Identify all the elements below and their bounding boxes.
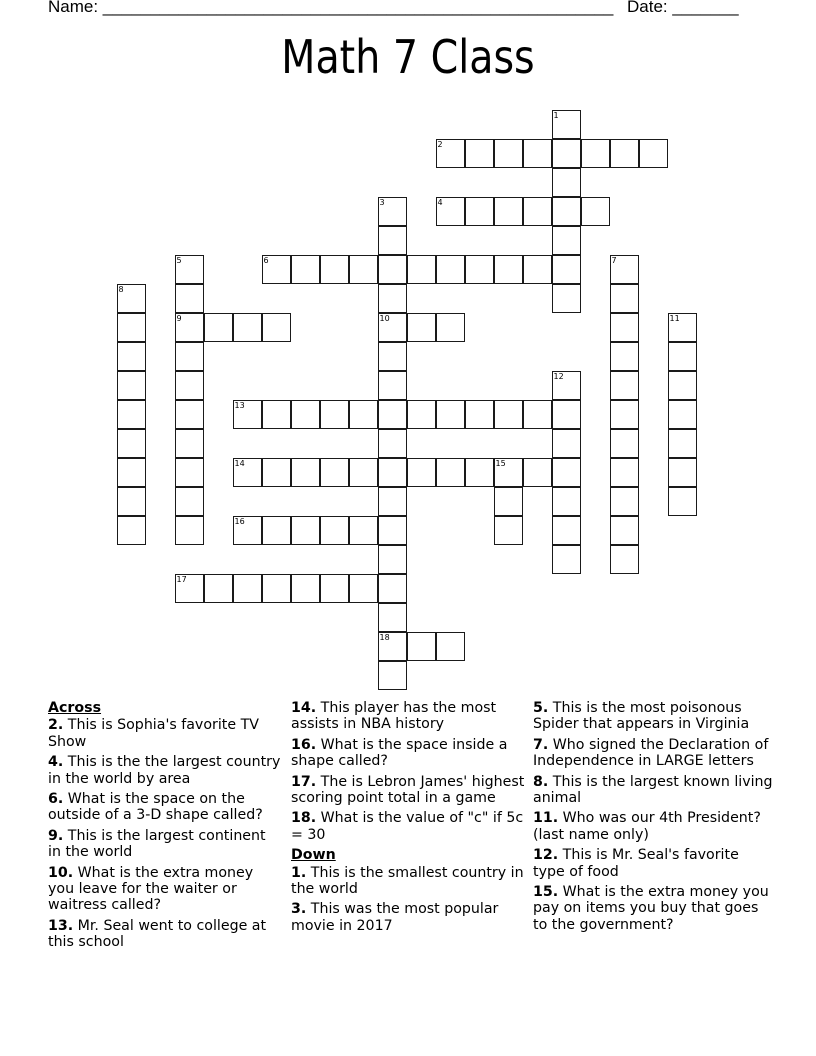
- crossword-cell[interactable]: [204, 574, 233, 603]
- clue-text: This is Mr. Seal's favorite type of food: [533, 847, 739, 880]
- clue-text: This is the the largest country in the world by area: [48, 754, 281, 787]
- crossword-cell[interactable]: [552, 284, 581, 313]
- clue-across-2: [48, 717, 283, 750]
- crossword-cell[interactable]: [552, 516, 581, 545]
- clues-column-2: [291, 700, 526, 938]
- crossword-cell[interactable]: [378, 371, 407, 400]
- clue-text: What is the extra money you pay on items you buy that goes to the government?: [533, 884, 769, 933]
- clue-number: 18.: [291, 810, 317, 827]
- crossword-cell[interactable]: [552, 487, 581, 516]
- crossword-cell[interactable]: [552, 197, 581, 226]
- crossword-cell[interactable]: [320, 516, 349, 545]
- clue-text: Who was our 4th President? (last name only): [533, 810, 761, 843]
- crossword-cell[interactable]: [465, 255, 494, 284]
- crossword-cell[interactable]: [436, 400, 465, 429]
- crossword-cell[interactable]: [639, 139, 668, 168]
- clue-number: 9.: [48, 827, 64, 844]
- name-field-label: Name: ______________________________________________________: [48, 0, 614, 16]
- crossword-cell[interactable]: [378, 603, 407, 632]
- down-heading: Down: [291, 847, 336, 864]
- crossword-cell[interactable]: [552, 458, 581, 487]
- crossword-cell[interactable]: [581, 197, 610, 226]
- crossword-cell[interactable]: [668, 342, 697, 371]
- crossword-cell[interactable]: [175, 516, 204, 545]
- crossword-cell[interactable]: [552, 545, 581, 574]
- crossword-cell[interactable]: [262, 255, 291, 284]
- clue-across-4: [48, 754, 283, 787]
- crossword-cell[interactable]: [668, 313, 697, 342]
- crossword-cell[interactable]: [378, 516, 407, 545]
- crossword-cell[interactable]: [378, 313, 407, 342]
- crossword-cell[interactable]: [262, 574, 291, 603]
- clue-number: 14.: [291, 700, 317, 716]
- cell-number: 10: [379, 313, 390, 323]
- crossword-cell[interactable]: [552, 110, 581, 139]
- crossword-cell[interactable]: [407, 400, 436, 429]
- crossword-cell[interactable]: [668, 400, 697, 429]
- crossword-cell[interactable]: [552, 139, 581, 168]
- crossword-cell[interactable]: [117, 313, 146, 342]
- crossword-cell[interactable]: [262, 516, 291, 545]
- crossword-cell[interactable]: [552, 429, 581, 458]
- crossword-cell[interactable]: [349, 255, 378, 284]
- crossword-cell[interactable]: [117, 516, 146, 545]
- crossword-cell[interactable]: [523, 197, 552, 226]
- crossword-grid: [117, 110, 717, 700]
- crossword-cell[interactable]: [262, 313, 291, 342]
- crossword-cell[interactable]: [668, 458, 697, 487]
- crossword-cell[interactable]: [262, 458, 291, 487]
- crossword-cell[interactable]: [233, 313, 262, 342]
- crossword-cell[interactable]: [523, 139, 552, 168]
- crossword-cell[interactable]: [378, 574, 407, 603]
- crossword-cell[interactable]: [175, 400, 204, 429]
- crossword-cell[interactable]: [233, 516, 262, 545]
- clue-down-7: [533, 737, 773, 770]
- crossword-cell[interactable]: [117, 429, 146, 458]
- page-title: Math 7 Class: [281, 30, 535, 84]
- clue-down-8: [533, 774, 773, 807]
- clue-number: 15.: [533, 884, 559, 901]
- clue-across-13: [48, 918, 283, 951]
- crossword-cell[interactable]: [291, 400, 320, 429]
- clue-across-18: [291, 810, 526, 843]
- crossword-cell[interactable]: [233, 574, 262, 603]
- clue-down-3: [291, 901, 526, 934]
- clue-number: 1.: [291, 864, 307, 881]
- crossword-cell[interactable]: [349, 400, 378, 429]
- clue-text: This is the smallest country in the world: [291, 864, 524, 898]
- clue-number: 4.: [48, 754, 64, 771]
- crossword-cell[interactable]: [320, 458, 349, 487]
- clue-text: Who signed the Declaration of Independence in LARGE letters: [533, 736, 769, 770]
- crossword-cell[interactable]: [610, 139, 639, 168]
- crossword-cell[interactable]: [175, 313, 204, 342]
- clue-number: 6.: [48, 791, 64, 808]
- crossword-cell[interactable]: [494, 516, 523, 545]
- crossword-cell[interactable]: [552, 226, 581, 255]
- clue-text: The is Lebron James' highest scoring point total in a game: [291, 773, 525, 807]
- crossword-cell[interactable]: [465, 139, 494, 168]
- crossword-cell[interactable]: [465, 197, 494, 226]
- clue-text: This is Sophia's favorite TV Show: [48, 717, 259, 750]
- clue-across-6: [48, 791, 283, 824]
- crossword-cell[interactable]: [523, 400, 552, 429]
- clue-down-11: [533, 810, 773, 843]
- crossword-cell[interactable]: [117, 458, 146, 487]
- clue-number: 5.: [533, 700, 549, 716]
- cell-number: 7: [611, 255, 617, 265]
- cell-number: 3: [379, 197, 385, 207]
- clue-text: This is the largest known living animal: [533, 773, 773, 807]
- crossword-cell[interactable]: [378, 284, 407, 313]
- crossword-cell[interactable]: [262, 400, 291, 429]
- crossword-cell[interactable]: [117, 342, 146, 371]
- crossword-cell[interactable]: [610, 284, 639, 313]
- crossword-cell[interactable]: [117, 284, 146, 313]
- crossword-cell[interactable]: [291, 516, 320, 545]
- clue-down-1: [291, 865, 526, 898]
- crossword-cell[interactable]: [175, 574, 204, 603]
- clue-across-17: [291, 774, 526, 807]
- clue-down-5: [533, 700, 773, 733]
- crossword-cell[interactable]: [175, 487, 204, 516]
- crossword-cell[interactable]: [610, 516, 639, 545]
- crossword-cell[interactable]: [233, 400, 262, 429]
- crossword-cell[interactable]: [552, 371, 581, 400]
- crossword-cell[interactable]: [175, 458, 204, 487]
- crossword-cell[interactable]: [233, 458, 262, 487]
- crossword-cell[interactable]: [610, 487, 639, 516]
- crossword-cell[interactable]: [610, 371, 639, 400]
- crossword-cell[interactable]: [668, 429, 697, 458]
- crossword-cell[interactable]: [610, 342, 639, 371]
- cell-number: 8: [118, 284, 124, 294]
- cell-number: 6: [263, 255, 269, 265]
- crossword-cell[interactable]: [668, 371, 697, 400]
- across-heading: Across: [48, 700, 102, 716]
- crossword-cell[interactable]: [378, 429, 407, 458]
- crossword-cell[interactable]: [436, 458, 465, 487]
- cell-number: 15: [495, 458, 506, 468]
- cell-number: 18: [379, 632, 390, 642]
- crossword-cell[interactable]: [552, 400, 581, 429]
- clue-text: What is the space on the outside of a 3-D shape called?: [48, 791, 263, 824]
- crossword-cell[interactable]: [291, 255, 320, 284]
- clue-text: What is the extra money you leave for the waiter or waitress called?: [48, 864, 254, 914]
- crossword-cell[interactable]: [407, 632, 436, 661]
- crossword-cell[interactable]: [610, 255, 639, 284]
- crossword-cell[interactable]: [494, 139, 523, 168]
- crossword-cell[interactable]: [349, 458, 378, 487]
- crossword-cell[interactable]: [378, 545, 407, 574]
- clue-number: 10.: [48, 864, 74, 881]
- crossword-cell[interactable]: [494, 487, 523, 516]
- cell-number: 1: [553, 110, 559, 120]
- cell-number: 14: [234, 458, 245, 468]
- clue-down-15: [533, 884, 773, 933]
- cell-number: 9: [176, 313, 182, 323]
- clue-down-12: [533, 847, 773, 880]
- crossword-cell[interactable]: [436, 197, 465, 226]
- cell-number: 5: [176, 255, 182, 265]
- crossword-cell[interactable]: [581, 139, 610, 168]
- crossword-cell[interactable]: [407, 313, 436, 342]
- clue-text: This is the largest continent in the world: [48, 827, 266, 861]
- crossword-cell[interactable]: [523, 255, 552, 284]
- crossword-cell[interactable]: [610, 545, 639, 574]
- crossword-cell[interactable]: [523, 458, 552, 487]
- crossword-cell[interactable]: [407, 458, 436, 487]
- clue-number: 17.: [291, 773, 317, 790]
- crossword-cell[interactable]: [668, 487, 697, 516]
- clue-number: 12.: [533, 847, 559, 864]
- clue-across-16: [291, 737, 526, 770]
- crossword-cell[interactable]: [494, 400, 523, 429]
- crossword-cell[interactable]: [175, 255, 204, 284]
- crossword-cell[interactable]: [494, 197, 523, 226]
- crossword-cell[interactable]: [378, 487, 407, 516]
- cell-number: 2: [437, 139, 443, 149]
- date-field-label: Date: _______: [627, 0, 739, 16]
- clue-text: This was the most popular movie in 2017: [291, 901, 499, 934]
- crossword-cell[interactable]: [610, 429, 639, 458]
- crossword-cell[interactable]: [610, 400, 639, 429]
- crossword-cell[interactable]: [610, 313, 639, 342]
- clues-column-1: [48, 700, 283, 955]
- crossword-cell[interactable]: [117, 400, 146, 429]
- crossword-cell[interactable]: [175, 371, 204, 400]
- crossword-cell[interactable]: [407, 255, 436, 284]
- crossword-cell[interactable]: [378, 661, 407, 690]
- crossword-cell[interactable]: [349, 574, 378, 603]
- crossword-cell[interactable]: [494, 458, 523, 487]
- cell-number: 16: [234, 516, 245, 526]
- clue-text: This player has the most assists in NBA history: [291, 700, 497, 733]
- clue-number: 2.: [48, 717, 64, 734]
- clue-across-14: [291, 700, 526, 733]
- clue-number: 16.: [291, 736, 317, 753]
- clue-text: What is the space inside a shape called?: [291, 736, 508, 770]
- clue-number: 13.: [48, 917, 74, 934]
- clue-text: What is the value of "c" if 5c = 30: [291, 810, 524, 843]
- crossword-cell[interactable]: [465, 458, 494, 487]
- crossword-cell[interactable]: [117, 371, 146, 400]
- crossword-cell[interactable]: [436, 632, 465, 661]
- crossword-cell[interactable]: [378, 226, 407, 255]
- crossword-cell[interactable]: [552, 168, 581, 197]
- cell-number: 12: [553, 371, 564, 381]
- clues-column-3: [533, 700, 773, 937]
- crossword-cell[interactable]: [465, 400, 494, 429]
- crossword-cell[interactable]: [175, 284, 204, 313]
- clue-number: 7.: [533, 736, 549, 753]
- crossword-cell[interactable]: [610, 458, 639, 487]
- clue-text: Mr. Seal went to college at this school: [48, 917, 267, 951]
- cell-number: 17: [176, 574, 187, 584]
- crossword-cell[interactable]: [552, 255, 581, 284]
- clue-number: 11.: [533, 810, 559, 827]
- crossword-cell[interactable]: [378, 458, 407, 487]
- cell-number: 11: [669, 313, 680, 323]
- crossword-cell[interactable]: [378, 400, 407, 429]
- crossword-cell[interactable]: [320, 400, 349, 429]
- crossword-cell[interactable]: [320, 255, 349, 284]
- crossword-cell[interactable]: [204, 313, 233, 342]
- clue-text: This is the most poisonous Spider that appears in Virginia: [533, 700, 750, 733]
- clue-across-9: [48, 828, 283, 861]
- clue-across-10: [48, 865, 283, 914]
- crossword-cell[interactable]: [436, 255, 465, 284]
- crossword-cell[interactable]: [175, 429, 204, 458]
- crossword-cell[interactable]: [291, 574, 320, 603]
- crossword-cell[interactable]: [378, 632, 407, 661]
- crossword-cell[interactable]: [436, 313, 465, 342]
- cell-number: 13: [234, 400, 245, 410]
- crossword-cell[interactable]: [378, 255, 407, 284]
- crossword-cell[interactable]: [320, 574, 349, 603]
- clue-number: 3.: [291, 901, 307, 918]
- crossword-cell[interactable]: [494, 255, 523, 284]
- crossword-cell[interactable]: [291, 458, 320, 487]
- crossword-cell[interactable]: [378, 342, 407, 371]
- crossword-cell[interactable]: [349, 516, 378, 545]
- crossword-cell[interactable]: [117, 487, 146, 516]
- clue-number: 8.: [533, 773, 549, 790]
- crossword-cell[interactable]: [378, 197, 407, 226]
- crossword-cell[interactable]: [436, 139, 465, 168]
- crossword-cell[interactable]: [175, 342, 204, 371]
- cell-number: 4: [437, 197, 443, 207]
